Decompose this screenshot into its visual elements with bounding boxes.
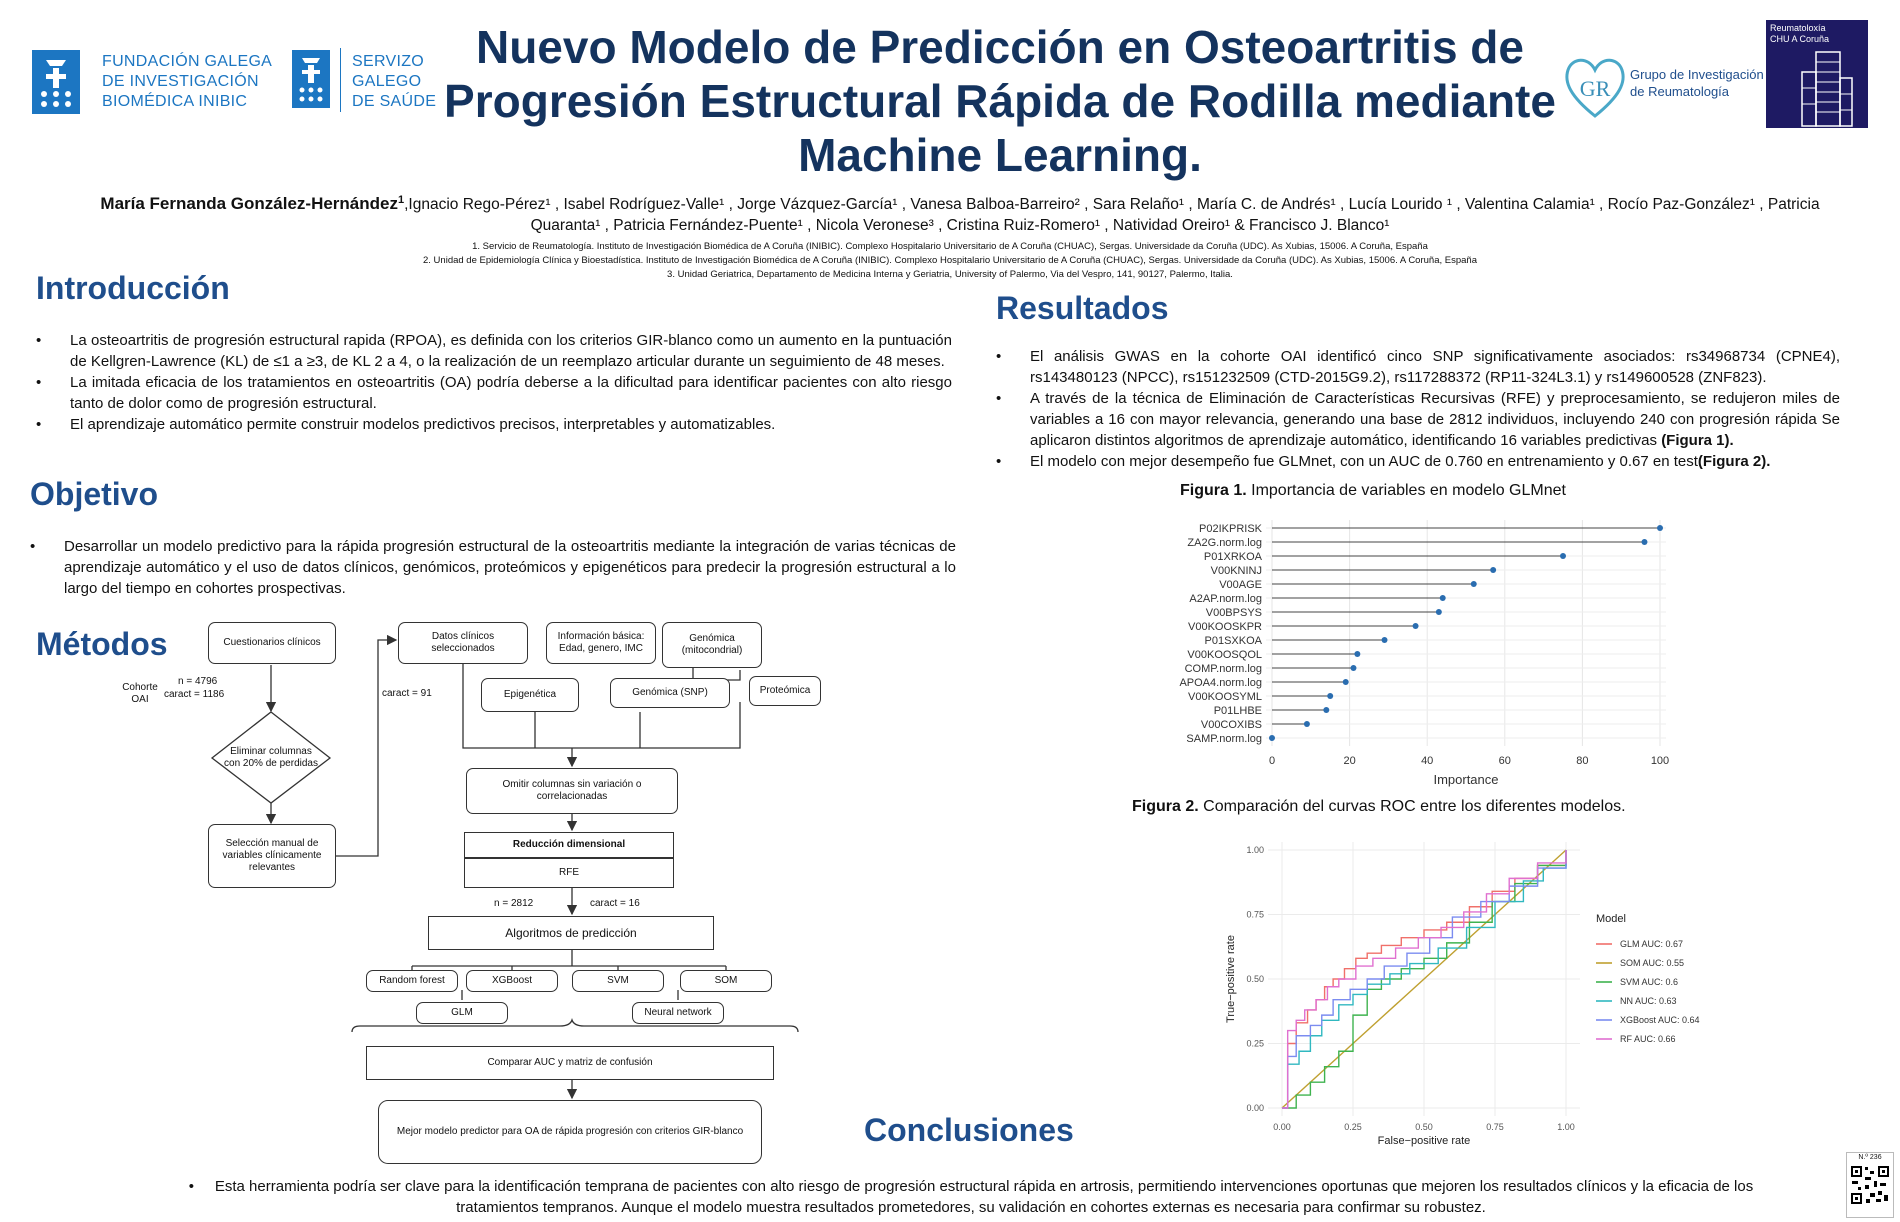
flow-box: Cuestionarios clínicos xyxy=(208,622,336,664)
y-tick-label: P01LHBE xyxy=(1213,705,1262,717)
y-tick-label: V00KOOSKPR xyxy=(1188,621,1262,633)
intro-bullet: • La imitada eficacia de los tratamientos en osteoartritis (OA) podría deberse a la dificultad para identificar pacientes con alto riesgo tanto de dolor como de progresión estructural. xyxy=(70,372,952,414)
y-tick-label: P01SXKOA xyxy=(1204,635,1262,647)
figure-ref: (Figura 1). xyxy=(1661,432,1734,449)
y-tick-label: P01XRKOA xyxy=(1203,551,1262,563)
figure1-chart xyxy=(1130,510,1690,790)
x-tick-label: 0.75 xyxy=(1486,1122,1504,1132)
flow-box: Datos clínicos seleccionados xyxy=(398,622,528,664)
y-tick-label: 0.50 xyxy=(1246,974,1264,984)
x-axis-label: False−positive rate xyxy=(1377,1135,1471,1147)
data-point xyxy=(1323,707,1329,713)
methods-heading: Métodos xyxy=(36,626,168,662)
sergas-logo-line: SERVIZO xyxy=(352,53,425,70)
conclusions-body xyxy=(146,1176,1796,1218)
flow-box: GLM xyxy=(416,1002,508,1024)
conclusions-heading: Conclusiones xyxy=(864,1112,1074,1148)
results-bullet-text: A través de la técnica de Eliminación de Características Recursivas (RFE) y preprocesamiento, se redujeron miles de variables a 16 con mayor relevancia, generando una base de 2812 individuos, incluyendo 240 con progresión rápida Se aplicaron distintos algoritmos de aprendizaje automático, identificando 16 variables predictivas xyxy=(1030,390,1840,449)
y-axis-label: True−positive rate xyxy=(1225,935,1237,1023)
y-tick-label: APOA4.norm.log xyxy=(1179,677,1262,689)
data-point xyxy=(1304,721,1310,727)
flow-box: Genómica (mitocondrial) xyxy=(662,622,762,668)
figure1-caption xyxy=(1180,482,1566,500)
data-point xyxy=(1413,623,1419,629)
flow-box: Proteómica xyxy=(749,676,821,706)
flow-decision: Eliminar columnas con 20% de perdidas xyxy=(224,746,318,769)
y-tick-label: V00KOOSYML xyxy=(1188,691,1262,703)
caract-label: caract = 16 xyxy=(590,898,640,909)
data-point xyxy=(1382,637,1388,643)
bullet-marker: • xyxy=(188,1178,215,1195)
flow-box: Comparar AUC y matriz de confusión xyxy=(366,1046,774,1080)
legend-label: SVM AUC: 0.6 xyxy=(1620,977,1679,987)
results-bullet-text: El modelo con mejor desempeño fue GLMnet, con un AUC de 0.760 en entrenamiento y 0.67 en test xyxy=(1030,453,1698,470)
x-tick-label: 80 xyxy=(1576,755,1589,767)
flow-box: Random forest xyxy=(366,970,458,992)
results-bullet xyxy=(1030,451,1840,472)
sergas-logo-line: DE SAÚDE xyxy=(352,93,437,110)
results-heading: Resultados xyxy=(996,290,1169,326)
lead-author: María Fernanda González-Hernández xyxy=(100,194,398,214)
data-point xyxy=(1327,693,1333,699)
cohort-label: Cohorte xyxy=(122,682,158,693)
y-tick-label: 0.75 xyxy=(1246,909,1264,920)
data-point xyxy=(1490,567,1496,573)
x-axis-label: Importance xyxy=(1433,772,1499,787)
gir-mark: GR xyxy=(1579,76,1611,101)
data-point xyxy=(1436,609,1442,615)
results-bullet xyxy=(1030,388,1840,451)
chuac-logo-line: CHU A Coruña xyxy=(1770,34,1830,44)
flow-box: XGBoost xyxy=(466,970,558,992)
data-point xyxy=(1471,581,1477,587)
x-tick-label: 1.00 xyxy=(1557,1122,1575,1132)
inibic-logo-line: DE INVESTIGACIÓN xyxy=(102,73,259,90)
gir-logo-line: Grupo de Investigación xyxy=(1630,67,1764,82)
figure2-title: Comparación del curvas ROC entre los diferentes modelos. xyxy=(1198,798,1626,815)
n-label: n = 2812 xyxy=(494,898,534,909)
n-label: n = 4796 xyxy=(178,676,218,687)
conclusions-bullet-text: Esta herramienta podría ser clave para la identificación temprana de pacientes con alto riesgo de progresión estructural rápida en artrosis, permitiendo intervenciones oportunas que mejoren los resultados clínicos y la eficacia de los tratamientos tempranos. Aunque el modelo muestra resultados prometedores, su validación en cohortes externas es necesaria para confirmar su robustez. xyxy=(214,1178,1754,1216)
data-point xyxy=(1350,665,1356,671)
flow-box: RFE xyxy=(464,858,674,888)
flow-box: Mejor modelo predictor para OA de rápida progresión con criterios GIR-blanco xyxy=(378,1100,762,1164)
y-tick-label: COMP.norm.log xyxy=(1184,663,1262,675)
x-tick-label: 60 xyxy=(1498,755,1511,767)
flow-box: Omitir columnas sin variación o correlacionadas xyxy=(466,768,678,814)
flow-box: Información básica: Edad, genero, IMC xyxy=(546,622,656,664)
data-point xyxy=(1657,525,1663,531)
y-tick-label: ZA2G.norm.log xyxy=(1187,537,1262,549)
author-line: Quaranta¹ , Patricia Fernández-Puente¹ , Nicola Veronese³ , Cristina Ruiz-Romero¹ , Natividad Oreiro¹ & Francisco J. Blanco¹ xyxy=(530,217,1390,235)
title-line: Progresión Estructural Rápida de Rodilla mediante xyxy=(444,75,1556,127)
figure2-chart xyxy=(1220,830,1740,1160)
qr-code[interactable] xyxy=(1846,1152,1894,1218)
title-line: Machine Learning. xyxy=(798,129,1202,181)
legend-label: SOM AUC: 0.55 xyxy=(1620,958,1685,968)
legend-label: XGBoost AUC: 0.64 xyxy=(1620,1015,1700,1025)
lead-author-sup: 1 xyxy=(397,194,405,206)
chuac-logo-line: Reumatoloxía xyxy=(1770,23,1826,33)
x-tick-label: 0 xyxy=(1268,755,1276,767)
y-tick-label: V00KOOSQOL xyxy=(1187,649,1262,661)
objective-bullet: • Desarrollar un modelo predictivo para la rápida progresión estructural de la osteoartritis mediante la integración de varias técnicas de aprendizaje automático y el uso de datos clínicos, genómicos, proteómicos y epigenéticos para predecir la progresión estructural a lo largo del tiempo en cohortes prospectivas. xyxy=(64,536,956,599)
y-tick-label: V00KNINJ xyxy=(1210,565,1262,577)
affiliation: 3. Unidad Geriatrica, Departamento de Medicina Interna y Geriatria, University of Palermo, Via del Vespro, 141, 90127, Palermo, Italia. xyxy=(667,269,1233,280)
sergas-logo-line: GALEGO xyxy=(352,73,422,90)
figure1-label: Figura 1. xyxy=(1180,482,1247,499)
data-point xyxy=(1440,595,1446,601)
x-tick-label: 100 xyxy=(1650,755,1670,767)
y-tick-label: 0.00 xyxy=(1246,1103,1264,1113)
data-point xyxy=(1641,539,1647,545)
y-tick-label: P02IKPRISK xyxy=(1199,523,1262,535)
affiliation: 1. Servicio de Reumatología. Instituto de Investigación Biomédica de A Coruña (INIBIC). Complexo Hospitalario Universitario de A Coruña (CHUAC), Sergas. Universidade da Coruña (UDC). As Xubias, 15006. A Coruña, España xyxy=(472,241,1428,252)
title-line: Nuevo Modelo de Predicción en Osteoartritis de xyxy=(475,21,1524,73)
flow-box: Reducción dimensional xyxy=(464,832,674,858)
inibic-logo-line: BIOMÉDICA INIBIC xyxy=(102,93,248,110)
flow-box: SOM xyxy=(680,970,772,992)
results-bullet: • El análisis GWAS en la cohorte OAI identificó cinco SNP significativamente asociados: rs34968734 (CPNE4), rs143480123 (NPCC), rs151232509 (CTD-2015G9.2), rs117288372 (RP11-324L3.1) y rs149600528 (ZNF823). xyxy=(1030,346,1840,388)
figure1-title: Importancia de variables en modelo GLMnet xyxy=(1246,482,1566,499)
caract-label: caract = 1186 xyxy=(164,689,225,700)
cohort-label: OAI xyxy=(131,694,149,705)
flow-box: Algoritmos de predicción xyxy=(428,916,714,950)
objective-heading: Objetivo xyxy=(30,476,159,512)
y-tick-label: V00COXIBS xyxy=(1200,719,1262,731)
flow-box: SVM xyxy=(572,970,664,992)
qr-icon xyxy=(1850,1165,1890,1205)
y-tick-label: 0.25 xyxy=(1246,1038,1264,1049)
legend-title: Model xyxy=(1596,913,1626,925)
author-line: ,Ignacio Rego-Pérez¹ , Isabel Rodríguez-Valle¹ , Jorge Vázquez-García¹ , Vanesa Balboa-Barreiro² , Sara Relaño¹ , María C. de Andrés¹ , Lucía Lourido ¹ , Valentina Calamia¹ , Rocío Paz-González¹ , Patricia xyxy=(404,196,1820,214)
legend-label: RF AUC: 0.66 xyxy=(1620,1034,1676,1044)
y-tick-label: A2AP.norm.log xyxy=(1189,593,1262,605)
flow-box: Genómica (SNP) xyxy=(610,678,730,708)
x-tick-label: 0.25 xyxy=(1344,1122,1362,1132)
intro-heading: Introducción xyxy=(36,270,230,306)
conclusions-bullet xyxy=(146,1176,1796,1218)
x-tick-label: 0.50 xyxy=(1415,1122,1433,1132)
caract-label: caract = 91 xyxy=(382,688,432,699)
flow-box: Epigenética xyxy=(481,678,579,712)
intro-bullet: • La osteoartritis de progresión estructural rapida (RPOA), es definida con los criterios GIR-blanco como un aumento en la puntuación de Kellgren-Lawrence (KL) de ≤1 a ≥3, de KL 2 a 4, o la realización de un reemplazo articular durante un seguimiento de 48 meses. xyxy=(70,330,952,372)
x-tick-label: 20 xyxy=(1343,755,1356,767)
data-point xyxy=(1560,553,1566,559)
affiliation: 2. Unidad de Epidemiología Clínica y Bioestadística. Instituto de Investigación Biomédica de A Coruña (INIBIC). Complexo Hospitalario Universitario de A Coruña (CHUAC), Sergas. Universidade da Coruña (UDC). As Xubias, 15006. A Coruña, España xyxy=(423,255,1477,266)
data-point xyxy=(1354,651,1360,657)
flow-box: Selección manual de variables clínicamente relevantes xyxy=(208,824,336,888)
y-tick-label: V00BPSYS xyxy=(1205,607,1262,619)
gir-logo-line: de Reumatología xyxy=(1630,84,1730,99)
figure2-caption xyxy=(1132,798,1626,816)
legend-label: GLM AUC: 0.67 xyxy=(1620,939,1684,949)
poster-number: N.º 236 xyxy=(1858,1154,1882,1161)
x-tick-label: 0.00 xyxy=(1273,1122,1291,1132)
data-point xyxy=(1343,679,1349,685)
flow-box: Neural network xyxy=(632,1002,724,1024)
y-tick-label: 1.00 xyxy=(1246,845,1264,855)
y-tick-label: V00AGE xyxy=(1219,579,1262,591)
legend-label: NN AUC: 0.63 xyxy=(1620,996,1677,1006)
intro-bullet: • El aprendizaje automático permite construir modelos predictivos precisos, interpretables y automatizables. xyxy=(70,414,952,435)
results-body xyxy=(996,346,1840,472)
data-point xyxy=(1269,735,1275,741)
y-tick-label: SAMP.norm.log xyxy=(1186,733,1262,745)
figure2-label: Figura 2. xyxy=(1132,798,1199,815)
figure-ref: (Figura 2). xyxy=(1697,453,1771,470)
inibic-logo-line: FUNDACIÓN GALEGA xyxy=(102,53,273,70)
x-tick-label: 40 xyxy=(1421,755,1434,767)
